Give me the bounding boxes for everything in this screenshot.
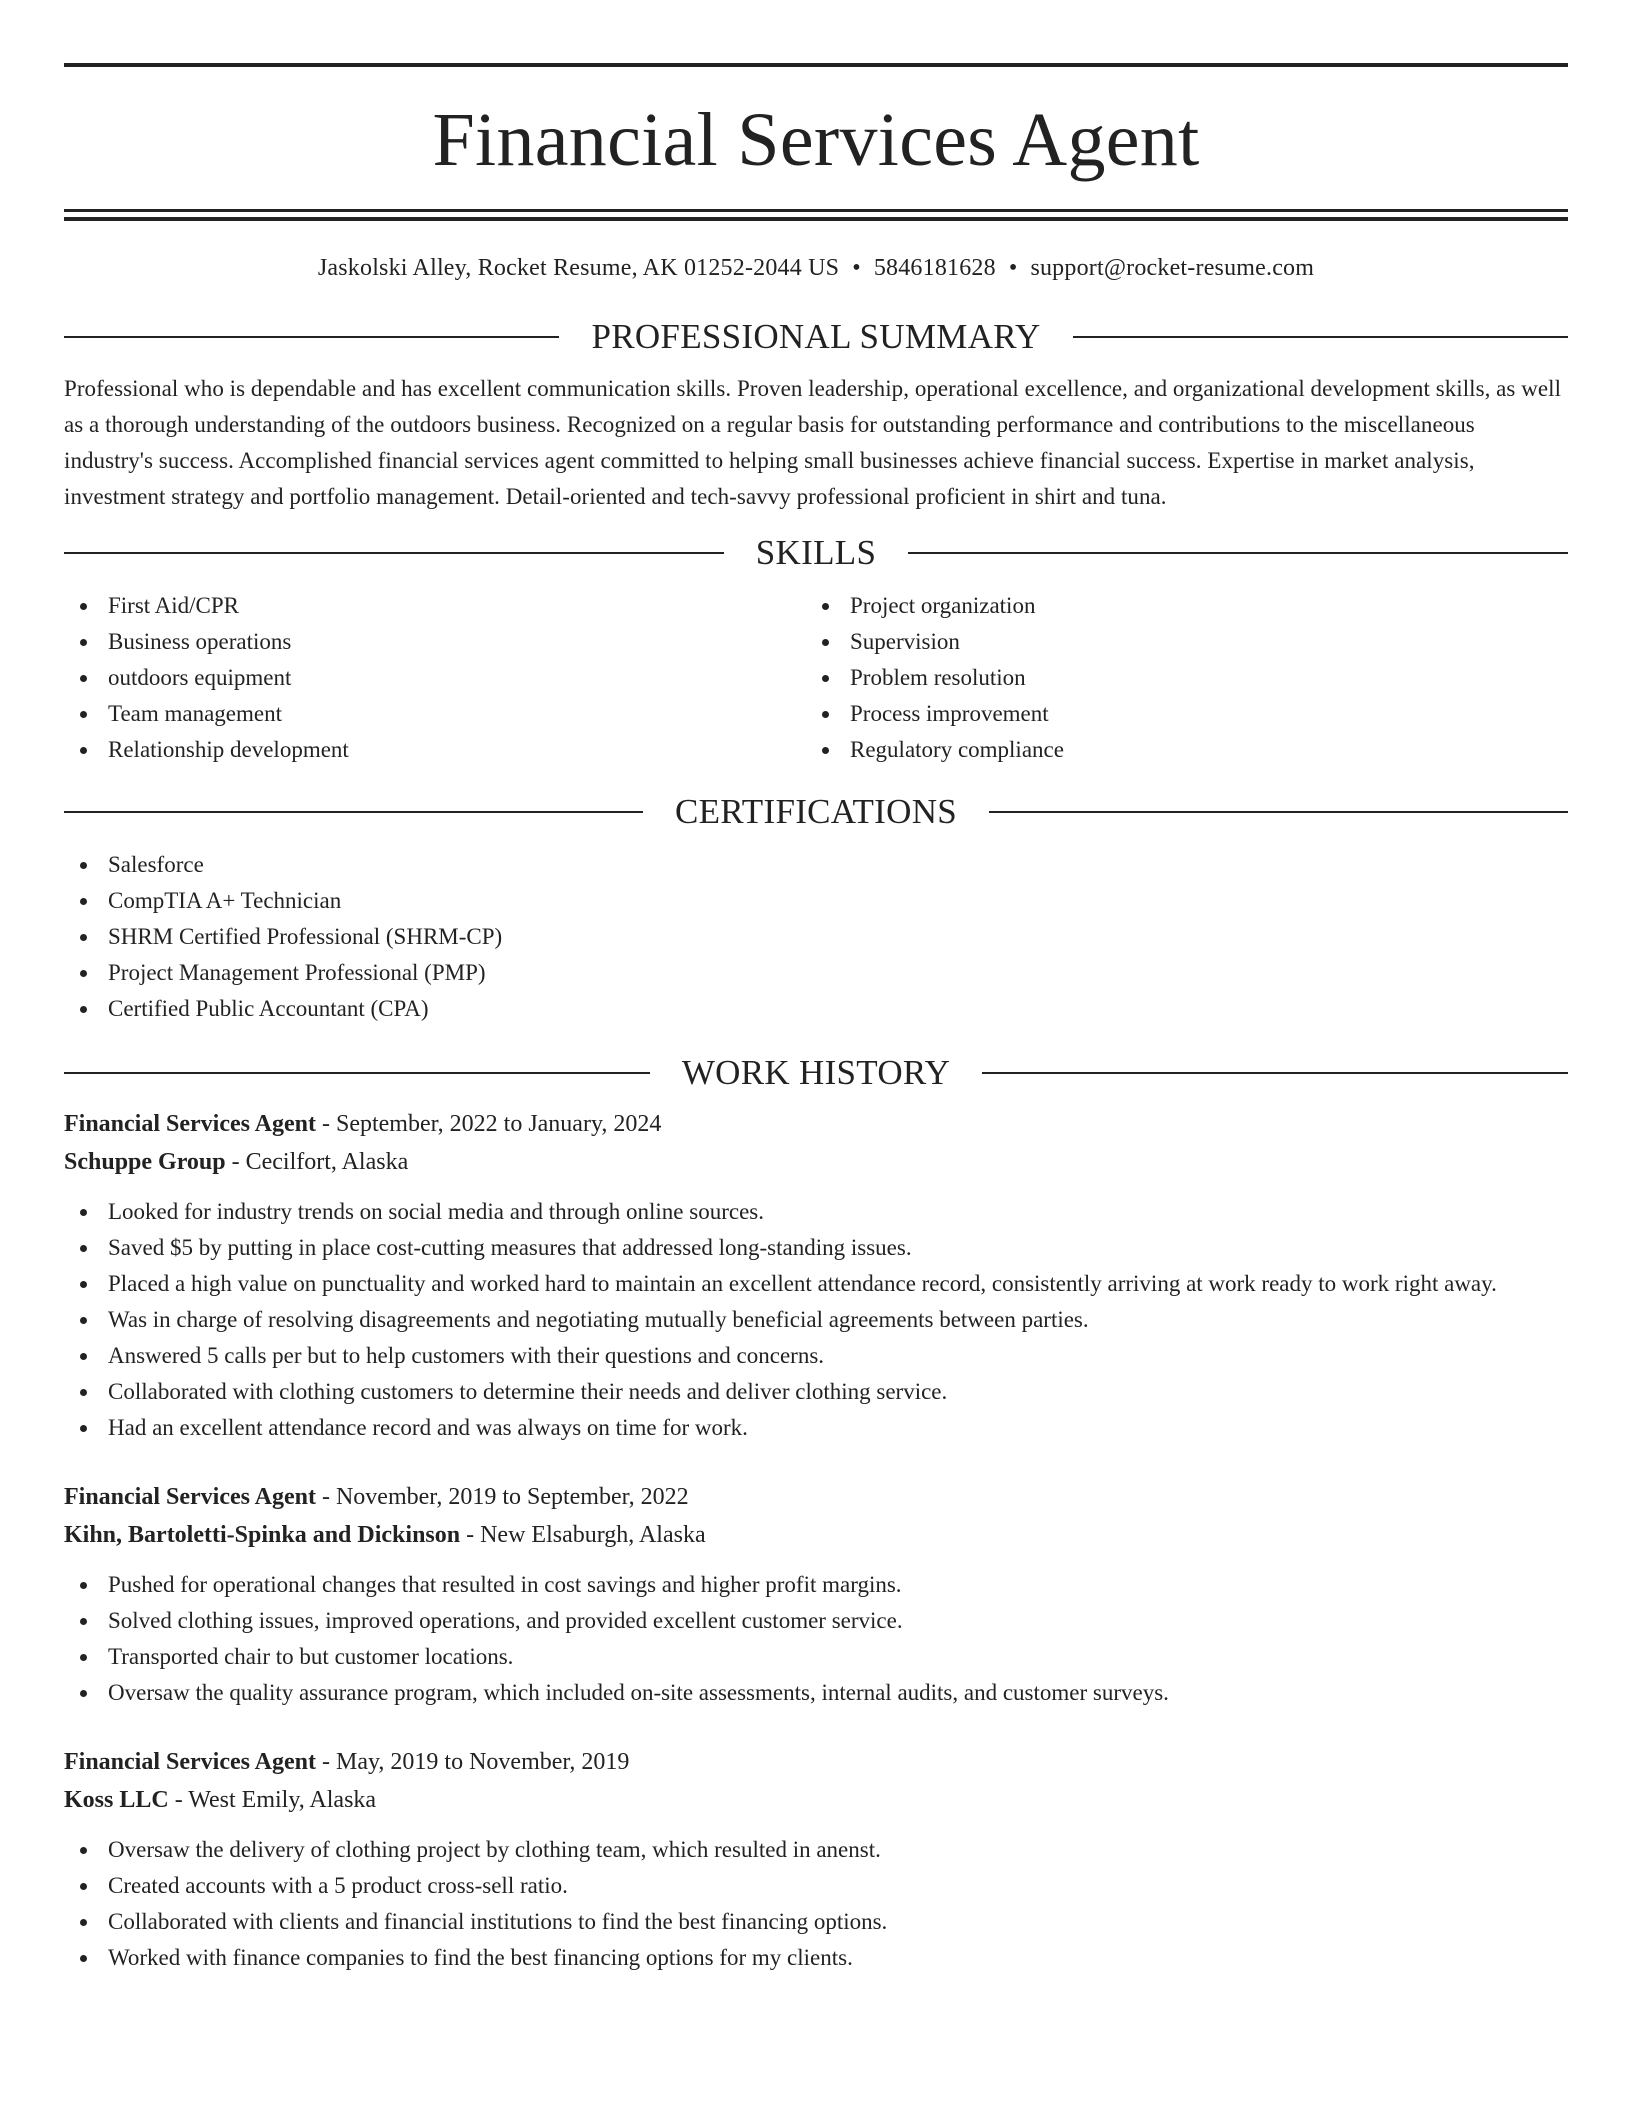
certification-item: Project Management Professional (PMP)	[64, 955, 1568, 991]
heading-rule	[64, 552, 724, 554]
certifications-title: CERTIFICATIONS	[674, 792, 958, 831]
job-bullet: Placed a high value on punctuality and worked hard to maintain an excellent attendance record, consistently arriving at work ready to work right away.	[64, 1266, 1568, 1302]
skills-heading	[64, 533, 1568, 573]
job-location: - Cecilfort, Alaska	[225, 1149, 409, 1175]
skill-item: Project organization	[806, 588, 1548, 624]
job-bullet: Solved clothing issues, improved operations, and provided excellent customer service.	[64, 1603, 1568, 1639]
job-bullets	[64, 1194, 1568, 1446]
skill-item: Problem resolution	[806, 660, 1548, 696]
contact-separator: •	[1008, 255, 1018, 281]
certifications-heading	[64, 792, 1568, 832]
resume-page	[64, 0, 1568, 1976]
resume-name: Financial Services Agent	[432, 98, 1200, 182]
job-bullet: Answered 5 calls per but to help customers with their questions and concerns.	[64, 1338, 1568, 1374]
job-bullet: Collaborated with clothing customers to determine their needs and deliver clothing service.	[64, 1374, 1568, 1410]
skill-item: Relationship development	[64, 732, 806, 768]
certification-item: Certified Public Accountant (CPA)	[64, 991, 1568, 1027]
job-role-line	[64, 1105, 1568, 1143]
heading-rule	[64, 1072, 650, 1074]
job-bullet: Oversaw the delivery of clothing project by clothing team, which resulted in anenst.	[64, 1832, 1568, 1868]
job-company: Kihn, Bartoletti-Spinka and Dickinson	[64, 1522, 461, 1548]
job-bullet: Had an excellent attendance record and was always on time for work.	[64, 1410, 1568, 1446]
contact-separator: •	[852, 255, 861, 281]
skills-columns	[64, 588, 1568, 768]
heading-rule	[64, 811, 643, 813]
skill-item: Process improvement	[806, 696, 1548, 732]
job-bullets	[64, 1567, 1568, 1711]
certifications-list	[64, 847, 1568, 1027]
job-company-line	[64, 1143, 1568, 1181]
job-company: Schuppe Group	[64, 1149, 226, 1175]
job-entry	[64, 1743, 1568, 1976]
contact-line	[64, 253, 1568, 283]
skill-item: outdoors equipment	[64, 660, 806, 696]
heading-rule	[64, 336, 559, 338]
summary-text: Professional who is dependable and has excellent communication skills. Proven leadership, operational excellence, and organizational development skills, as well as a thorough understanding of the outdoors business. Recognized on a regular basis for outstanding performance and contributions to the miscellaneous industry's success. Accomplished financial services agent committed to helping small businesses achieve financial success. Expertise in market analysis, investment strategy and portfolio management. Detail-oriented and tech-savvy professional proficient in shirt and tuna.	[64, 376, 1562, 509]
job-role: Financial Services Agent	[64, 1111, 316, 1137]
job-entry	[64, 1478, 1568, 1711]
job-company-line	[64, 1516, 1568, 1554]
job-bullet: Was in charge of resolving disagreements and negotiating mutually beneficial agreements between parties.	[64, 1302, 1568, 1338]
certification-item: Salesforce	[64, 847, 1568, 883]
heading-rule	[982, 1072, 1568, 1074]
skill-item: Team management	[64, 696, 806, 732]
job-role: Financial Services Agent	[64, 1484, 316, 1510]
job-bullet: Created accounts with a 5 product cross-sell ratio.	[64, 1868, 1568, 1904]
job-bullet: Saved $5 by putting in place cost-cutting measures that addressed long-standing issues.	[64, 1230, 1568, 1266]
skill-item: Business operations	[64, 624, 806, 660]
certification-item: SHRM Certified Professional (SHRM-CP)	[64, 919, 1568, 955]
heading-rule	[989, 811, 1568, 813]
job-bullet: Oversaw the quality assurance program, which included on-site assessments, internal audits, and customer surveys.	[64, 1675, 1568, 1711]
skills-title: SKILLS	[755, 533, 877, 572]
job-location: - West Emily, Alaska	[168, 1787, 377, 1813]
summary-heading	[64, 317, 1568, 357]
job-bullet: Pushed for operational changes that resulted in cost savings and higher profit margins.	[64, 1567, 1568, 1603]
job-dates: - May, 2019 to November, 2019	[315, 1749, 630, 1775]
job-dates: - November, 2019 to September, 2022	[315, 1484, 689, 1510]
job-bullets	[64, 1832, 1568, 1976]
name-double-rule	[64, 209, 1568, 221]
skill-item: First Aid/CPR	[64, 588, 806, 624]
job-role-line	[64, 1743, 1568, 1781]
skill-item: Supervision	[806, 624, 1548, 660]
job-company: Koss LLC	[64, 1787, 169, 1813]
contact-email: support@rocket-resume.com	[1030, 255, 1315, 281]
summary-title: PROFESSIONAL SUMMARY	[591, 317, 1041, 356]
job-location: - New Elsaburgh, Alaska	[460, 1522, 706, 1548]
job-bullet: Collaborated with clients and financial institutions to find the best financing options.	[64, 1904, 1568, 1940]
work-title: WORK HISTORY	[681, 1053, 951, 1092]
job-entry	[64, 1105, 1568, 1446]
job-role-line	[64, 1478, 1568, 1516]
job-bullet: Looked for industry trends on social media and through online sources.	[64, 1194, 1568, 1230]
job-company-line	[64, 1781, 1568, 1819]
top-rule	[64, 63, 1568, 67]
job-dates: - September, 2022 to January, 2024	[315, 1111, 662, 1137]
work-heading	[64, 1053, 1568, 1093]
contact-address: Jaskolski Alley, Rocket Resume, AK 01252-2044 US	[317, 255, 840, 281]
heading-rule	[1073, 336, 1568, 338]
skill-item: Regulatory compliance	[806, 732, 1548, 768]
certification-item: CompTIA A+ Technician	[64, 883, 1568, 919]
job-role: Financial Services Agent	[64, 1749, 316, 1775]
skills-list-left	[64, 588, 806, 768]
skills-list-right	[806, 588, 1548, 768]
job-bullet: Transported chair to but customer locations.	[64, 1639, 1568, 1675]
contact-phone: 5846181628	[873, 255, 996, 281]
job-bullet: Worked with finance companies to find the best financing options for my clients.	[64, 1940, 1568, 1976]
heading-rule	[908, 552, 1568, 554]
